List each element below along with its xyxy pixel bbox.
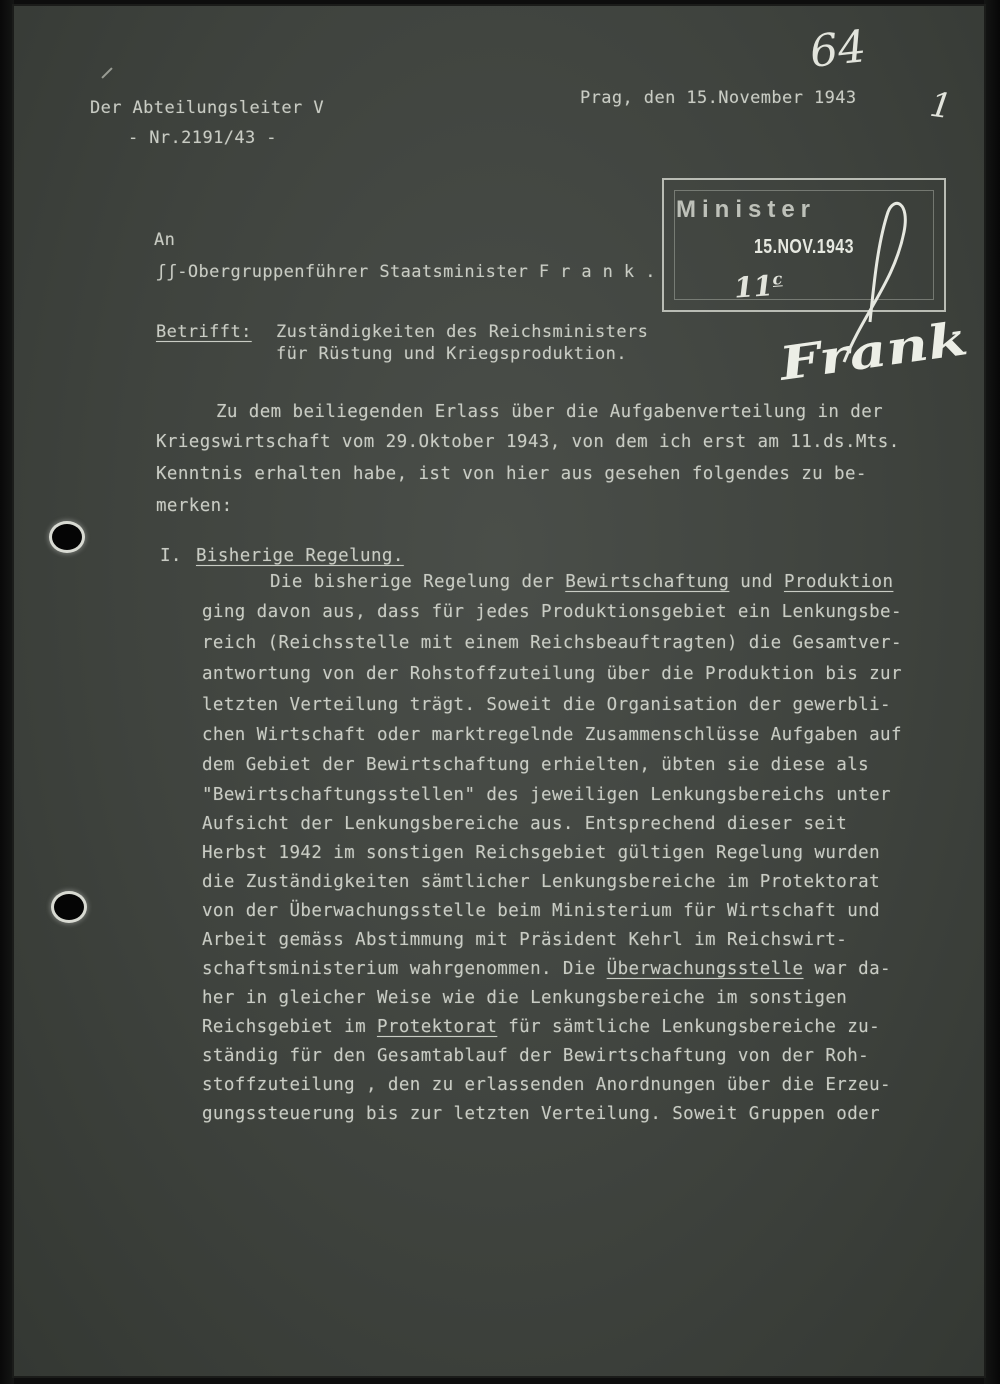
body-line: antwortung von der Rohstoffzuteilung über die Produktion bis zur: [202, 664, 902, 684]
body-line: chen Wirtschaft oder marktregelnde Zusammenschlüsse Aufgaben auf: [202, 725, 902, 745]
stamp-date: 15.NOV.1943: [754, 236, 854, 258]
body-line: stoffzuteilung , den zu erlassenden Anordnungen über die Erzeu-: [202, 1075, 891, 1095]
recipient-prefix: An: [154, 230, 176, 250]
punch-hole-lower: [54, 894, 84, 920]
document-page: [14, 6, 984, 1376]
body-line: reich (Reichsstelle mit einem Reichsbeauftragten) die Gesamtver-: [202, 633, 902, 653]
reference-number: - Nr.2191/43 -: [128, 128, 277, 148]
intro-line: Kenntnis erhalten habe, ist von hier aus gesehen folgendes zu be-: [156, 464, 867, 484]
body-line: dem Gebiet der Bewirtschaftung erhielten, übten sie diese als: [202, 755, 870, 775]
intro-line: merken:: [156, 496, 233, 516]
body-line: Arbeit gemäss Abstimmung mit Präsident Kehrl im Reichswirt-: [202, 930, 848, 950]
body-line: von der Überwachungsstelle beim Ministerium für Wirtschaft und: [202, 901, 881, 921]
body-line: Herbst 1942 im sonstigen Reichsgebiet gültigen Regelung wurden: [202, 843, 881, 863]
subject-line-1: Zuständigkeiten des Reichsministers: [276, 322, 649, 342]
handwritten-page-number: 1: [927, 84, 955, 128]
body-line: die Zuständigkeiten sämtlicher Lenkungsbereiche im Protektorat: [202, 872, 881, 892]
subject-label: Betrifft:: [156, 322, 252, 342]
recipient-name: ʃʃ-Obergruppenführer Staatsminister F r a n k .: [156, 262, 656, 282]
body-line: ging davon aus, dass für jedes Produktionsgebiet ein Lenkungsbe-: [202, 602, 902, 622]
handwritten-signature: Frank: [776, 311, 971, 391]
pencil-tick-mark: [101, 67, 112, 78]
stamp-title: Minister: [676, 196, 817, 223]
archive-folio-number: 64: [807, 21, 869, 78]
body-line: ständig für den Gesamtablauf der Bewirtschaftung von der Roh-: [202, 1046, 870, 1066]
department-heading: Der Abteilungsleiter V: [90, 98, 324, 118]
section-number: I.: [160, 546, 182, 566]
body-line: schaftsministerium wahrgenommen. Die Überwachungsstelle war da-: [202, 959, 891, 979]
intro-line: Zu dem beiliegenden Erlass über die Aufgabenverteilung in der: [216, 402, 884, 422]
body-line-first: Die bisherige Regelung der Bewirtschaftung und Produktion: [270, 572, 894, 592]
body-line: "Bewirtschaftungsstellen" des jeweiligen Lenkungsbereichs unter: [202, 785, 891, 805]
scan-border-left: [0, 0, 14, 1384]
body-line: Reichsgebiet im Protektorat für sämtliche Lenkungsbereiche zu-: [202, 1017, 881, 1037]
signature-flourish: [834, 192, 924, 372]
body-line: letzten Verteilung trägt. Soweit die Organisation der gewerbli-: [202, 695, 891, 715]
subject-line-2: für Rüstung und Kriegsproduktion.: [276, 344, 627, 364]
body-line: gungssteuerung bis zur letzten Verteilung. Soweit Gruppen oder: [202, 1104, 881, 1124]
body-line: Aufsicht der Lenkungsbereiche aus. Entsprechend dieser seit: [202, 814, 848, 834]
body-line: her in gleicher Weise wie die Lenkungsbereiche im sonstigen: [202, 988, 848, 1008]
section-heading: Bisherige Regelung.: [196, 546, 404, 566]
punch-hole-upper: [52, 524, 82, 550]
place-and-date: Prag, den 15.November 1943: [580, 88, 857, 108]
scan-border-right: [984, 0, 1000, 1384]
stamp-handwritten-number: 11$^c$: [732, 269, 783, 305]
intro-line: Kriegswirtschaft vom 29.Oktober 1943, von dem ich erst am 11.ds.Mts.: [156, 432, 900, 452]
